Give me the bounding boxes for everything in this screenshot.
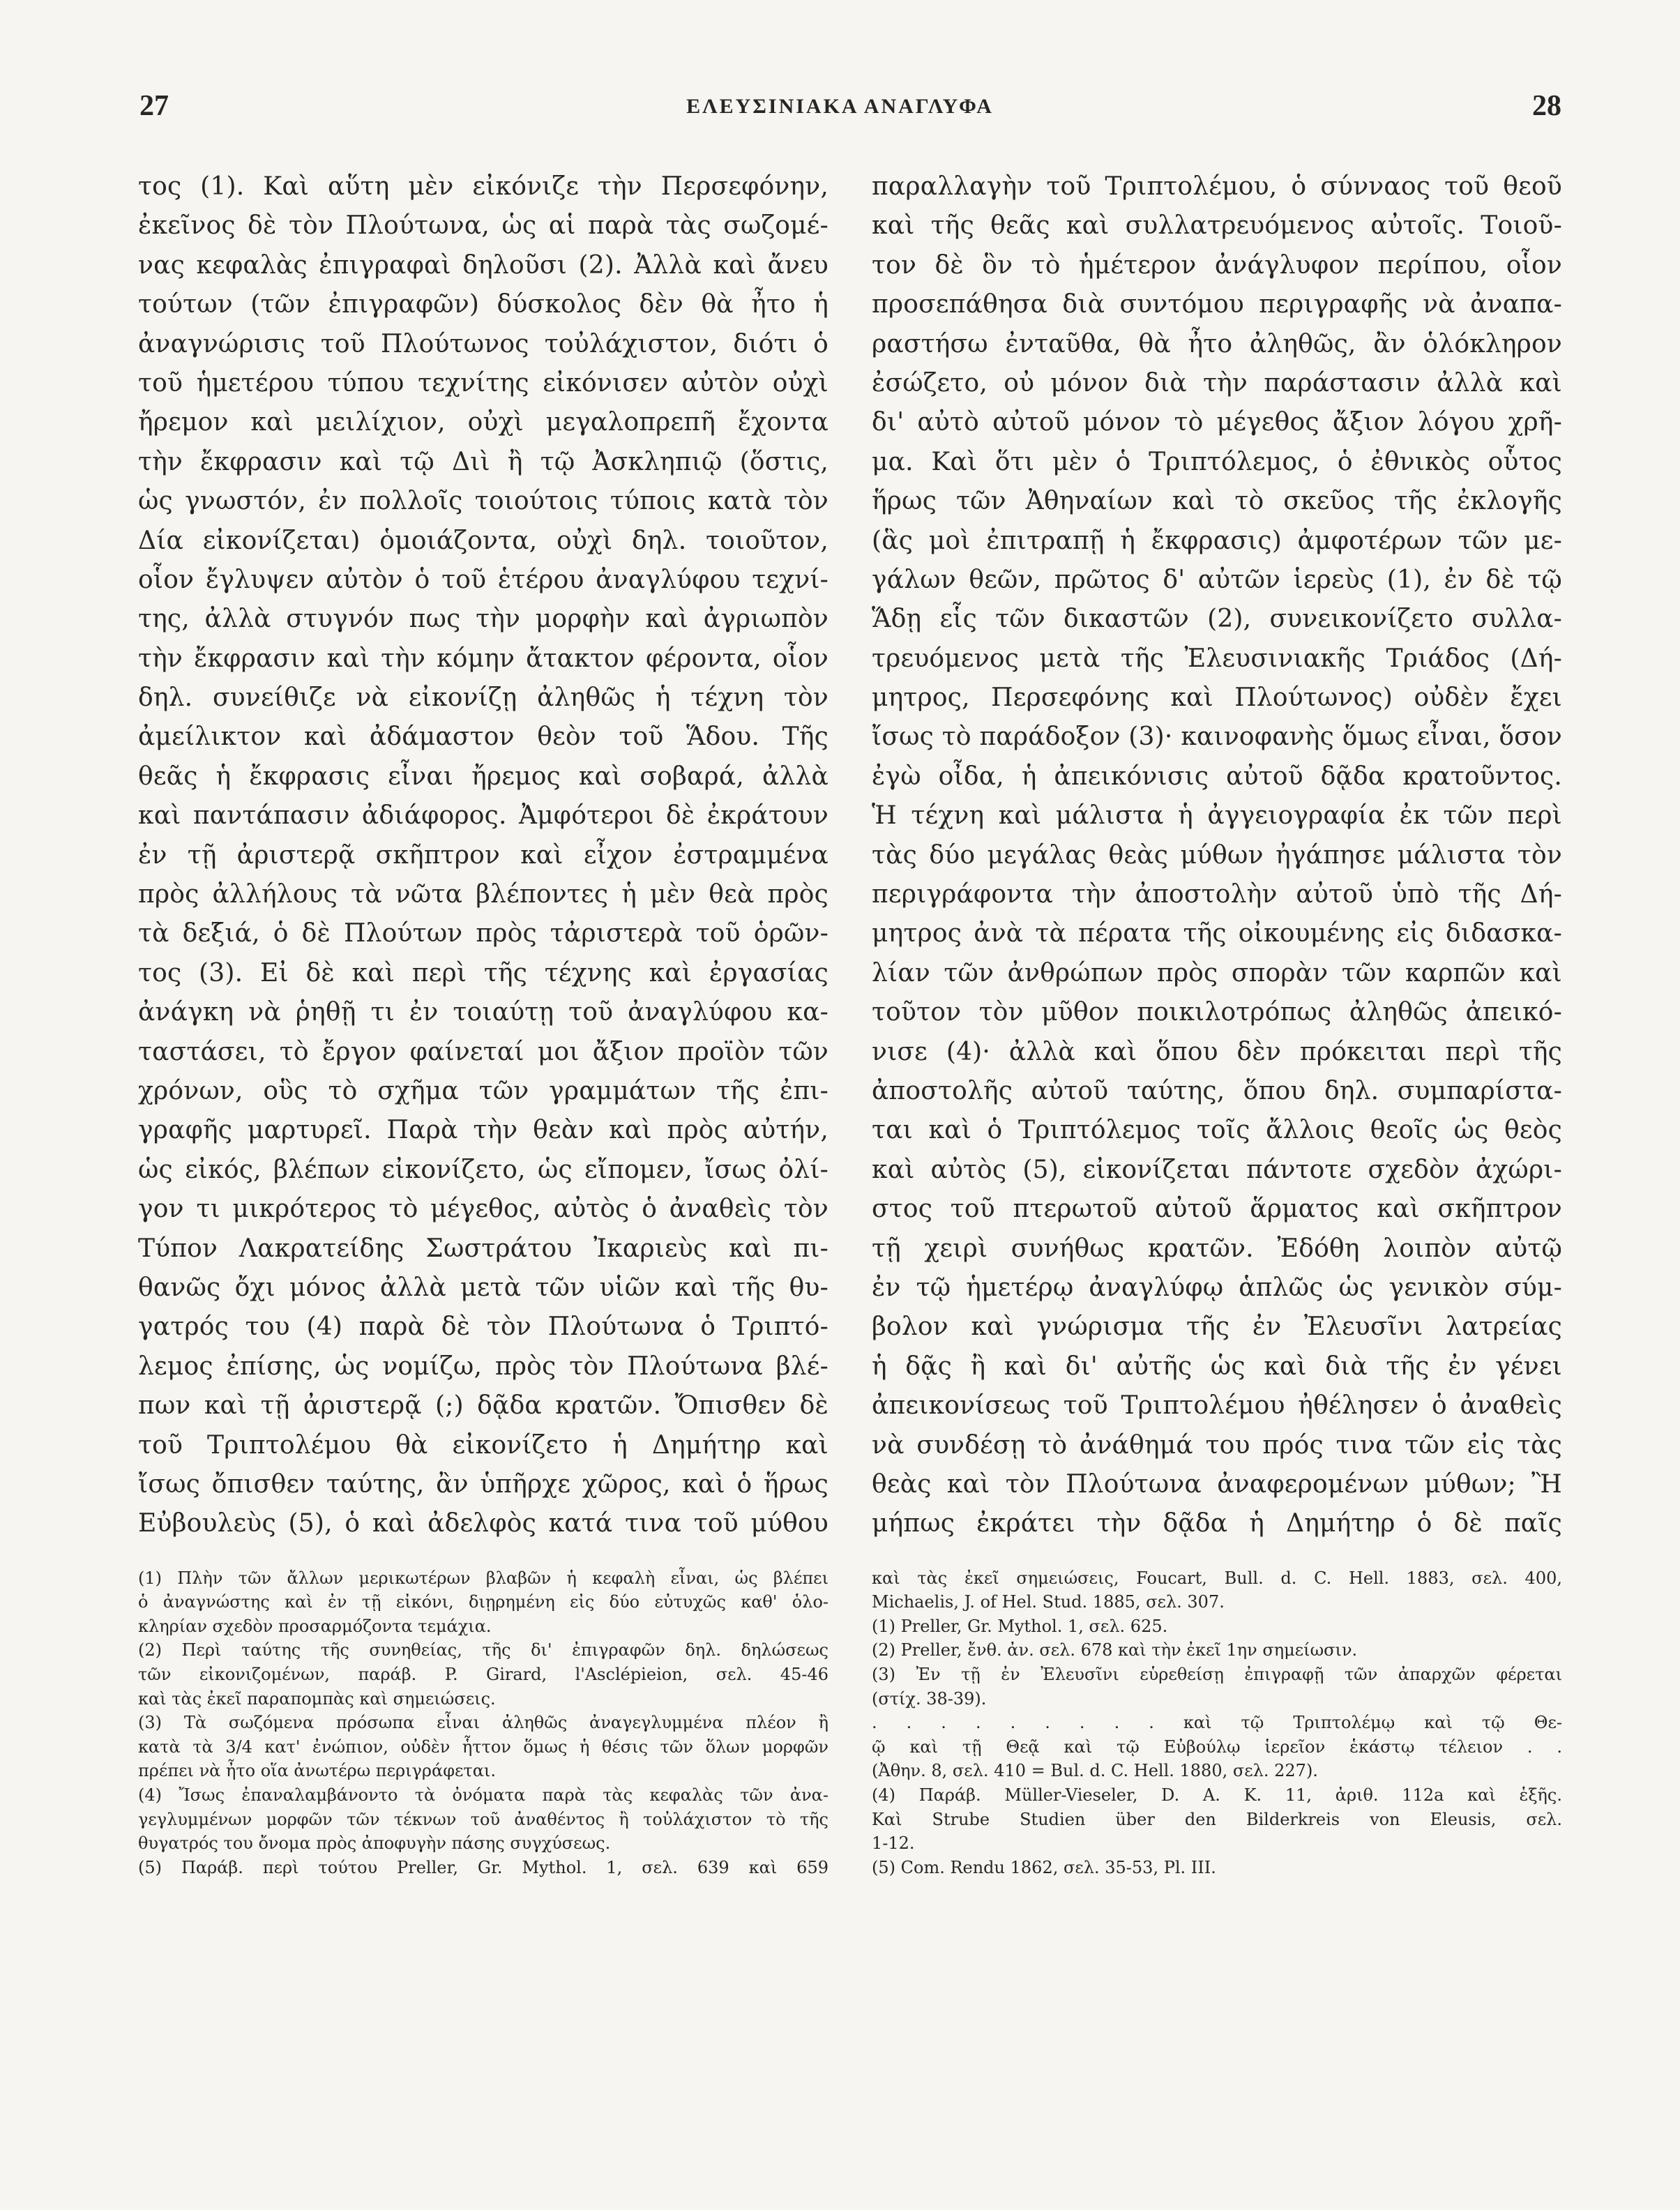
text-line: τος (1). Καὶ αὕτη μὲν εἰκόνιζε τὴν Περσεφόνην, [138, 172, 828, 201]
text-line: νισε (4)· ἀλλὰ καὶ ὅπου δὲν πρόκειται περὶ τῆς [872, 1037, 1562, 1066]
right-column [872, 167, 1562, 1879]
footnote-line: (2) Περὶ ταύτης τῆς συνηθείας, τῆς δι' ἐπιγραφῶν δηλ. δηλώσεως [138, 1640, 828, 1660]
text-line: πρὸς ἀλλήλους τὰ νῶτα βλέποντες ἡ μὲν θεὰ πρὸς [138, 880, 828, 909]
text-line: τὴν ἔκφρασιν καὶ τὴν κόμην ἄτακτον φέροντα, οἷον [138, 644, 828, 673]
text-line: καὶ τῆς θεᾶς καὶ συλλατρευόμενος αὐτοῖς. Τοιοῦ- [872, 211, 1562, 241]
text-line: Ἡ τέχνη καὶ μάλιστα ἡ ἀγγειογραφία ἐκ τῶν περὶ [872, 801, 1562, 831]
text-line: Ἅδῃ εἷς τῶν δικαστῶν (2), συνεικονίζετο συλλα- [872, 605, 1562, 634]
text-line: ἐκεῖνος δὲ τὸν Πλούτωνα, ὡς αἱ παρὰ τὰς σωζομέ- [138, 211, 828, 241]
text-line: ἐσώζετο, οὐ μόνον διὰ τὴν παράστασιν ἀλλὰ καὶ [872, 368, 1562, 398]
text-line: θεὰς καὶ τὸν Πλούτωνα ἀναφερομένων μύθων; Ἢ [872, 1469, 1562, 1499]
footnote-line: (3) Ἐν τῇ ἐν Ἐλευσῖνι εὑρεθείσῃ ἐπιγραφῇ τῶν ἀπαρχῶν φέρεται [872, 1665, 1562, 1685]
footnote-line: ὁ ἀναγνώστης καὶ ἐν τῇ εἰκόνι, διῃρημένη εἰς δύο εὐτυχῶς καθ' ὁλο- [138, 1592, 828, 1612]
page-number-left: 27 [139, 90, 169, 122]
text-line: γάλων θεῶν, πρῶτος δ' αὐτῶν ἱερεὺς (1), ἐν δὲ τῷ [872, 565, 1562, 594]
right-footnotes [872, 1566, 1562, 1880]
text-line: ἡ δᾷς ἢ καὶ δι' αὐτῆς ὡς καὶ διὰ τῆς ἐν γένει [872, 1352, 1562, 1381]
footnote-line: πρέπει νὰ ἦτο οἵα ἀνωτέρω περιγράφεται. [138, 1761, 496, 1781]
footnote-line: κατὰ τὰ 3/4 κατ' ἐνώπιον, οὐδὲν ἧττον ὅμως ἡ θέσις τῶν ὅλων μορφῶν [138, 1736, 828, 1757]
text-line: ἐν τῇ ἀριστερᾷ σκῆπτρον καὶ εἶχον ἐστραμμένα [138, 840, 828, 870]
text-line: δι' αὐτὸ αὐτοῦ μόνον τὸ μέγεθος ἄξιον λόγου χρῆ- [872, 408, 1562, 437]
text-line: παραλλαγὴν τοῦ Τριπτολέμου, ὁ σύνναος τοῦ θεοῦ [872, 172, 1562, 201]
text-line: Δία εἰκονίζεται) ὁμοιάζοντα, οὐχὶ δηλ. τοιοῦτον, [138, 526, 828, 555]
text-line: Εὐβουλεὺς (5), ὁ καὶ ἀδελφὸς κατά τινα τοῦ μύθου [138, 1509, 828, 1538]
text-line: λεμος ἐπίσης, ὡς νομίζω, πρὸς τὸν Πλούτωνα βλέ- [138, 1352, 828, 1381]
footnote-line: ῷ καὶ τῇ Θεᾷ καὶ τῷ Εὐβούλῳ ἱερεῖον ἑκάστῳ τέλειον . . [872, 1736, 1562, 1757]
text-line: ἥρως τῶν Ἀθηναίων καὶ τὸ σκεῦος τῆς ἐκλογῆς [872, 487, 1562, 516]
text-line: τοῦ Τριπτολέμου θὰ εἰκονίζετο ἡ Δημήτηρ καὶ [138, 1430, 828, 1460]
left-body-text [138, 167, 828, 1544]
footnote-line: (4) Παράβ. Müller-Vieseler, D. A. K. 11, ἀριθ. 112a καὶ ἑξῆς. [872, 1785, 1562, 1806]
footnote-line: (4) Ἴσως ἐπαναλαμβάνοντο τὰ ὀνόματα παρὰ τὰς κεφαλὰς τῶν ἀνα- [138, 1785, 828, 1806]
text-line: ται καὶ ὁ Τριπτόλεμος τοῖς ἄλλοις θεοῖς ὡς θεὸς [872, 1116, 1562, 1145]
left-footnotes [138, 1566, 828, 1880]
running-title: ΕΛΕΥΣΙΝΙΑΚΑ ΑΝΑΓΛΥΦΑ [686, 95, 994, 118]
text-line: τὰ δεξιά, ὁ δὲ Πλούτων πρὸς τἀριστερὰ τοῦ ὁρῶν- [138, 919, 828, 948]
text-line: πων καὶ τῇ ἀριστερᾷ (;) δᾷδα κρατῶν. Ὄπισθεν δὲ [138, 1391, 828, 1421]
text-line: ἐν τῷ ἡμετέρῳ ἀναγλύφῳ ἁπλῶς ὡς γενικὸν σύμ- [872, 1273, 1562, 1302]
text-line: γραφῆς μαρτυρεῖ. Παρὰ τὴν θεὰν καὶ πρὸς αὐτήν, [138, 1116, 828, 1145]
text-line: ἀμείλικτον καὶ ἀδάμαστον θεὸν τοῦ Ἅδου. Τῆς [138, 722, 828, 752]
text-line: ἤρεμον καὶ μειλίχιον, οὐχὶ μεγαλοπρεπῆ ἔχοντα [138, 408, 828, 437]
text-line: καὶ παντάπασιν ἀδιάφορος. Ἀμφότεροι δὲ ἐκράτουν [138, 801, 828, 831]
right-body-text [872, 167, 1562, 1544]
text-line: της, ἀλλὰ στυγνόν πως τὴν μορφὴν καὶ ἀγριωπὸν [138, 605, 828, 634]
footnote-line: (1) Preller, Gr. Mythol. 1, σελ. 625. [872, 1616, 1168, 1636]
text-line: γατρός του (4) παρὰ δὲ τὸν Πλούτωνα ὁ Τριπτό- [138, 1312, 828, 1342]
text-line: τὴν ἔκφρασιν καὶ τῷ Διὶ ἢ τῷ Ἀσκληπιῷ (ὅστις, [138, 447, 828, 476]
text-line: μήπως ἐκράτει τὴν δᾷδα ἡ Δημήτηρ ὁ δὲ παῖς [872, 1509, 1562, 1538]
text-line: ἐγὼ οἶδα, ἡ ἀπεικόνισις αὐτοῦ δᾷδα κρατοῦντος. [872, 762, 1562, 791]
text-line: στος τοῦ πτερωτοῦ αὐτοῦ ἅρματος καὶ σκῆπτρον [872, 1195, 1562, 1224]
text-line: γον τι μικρότερος τὸ μέγεθος, αὐτὸς ὁ ἀναθεὶς τὸν [138, 1195, 828, 1224]
text-line: μητρος ἀνὰ τὰ πέρατα τῆς οἰκουμένης εἰς διδασκα- [872, 919, 1562, 948]
footnote-line: (5) Com. Rendu 1862, σελ. 35-53, Pl. III. [872, 1857, 1216, 1877]
page-number-right: 28 [1532, 90, 1561, 122]
text-line: τρευόμενος μετὰ τῆς Ἐλευσινιακῆς Τριάδος (Δή- [872, 644, 1562, 673]
text-line: δηλ. συνείθιζε νὰ εἰκονίζῃ ἀληθῶς ἡ τέχνη τὸν [138, 683, 828, 713]
running-header [119, 89, 1561, 138]
footnote-line: Καὶ Strube Studien über den Bilderkreis von Eleusis, σελ. [872, 1809, 1562, 1829]
footnote-line: καὶ τὰς ἐκεῖ παραπομπὰς καὶ σημειώσεις. [138, 1688, 496, 1709]
text-line: ὡς γνωστόν, ἐν πολλοῖς τοιούτοις τύποις κατὰ τὸν [138, 487, 828, 516]
text-line: τοῦ ἡμετέρου τύπου τεχνίτης εἰκόνισεν αὐτὸν οὐχὶ [138, 368, 828, 398]
footnote-line: καὶ τὰς ἐκεῖ σημειώσεις, Foucart, Bull. d. C. Hell. 1883, σελ. 400, [872, 1568, 1562, 1588]
text-line: τον δὲ ὃν τὸ ἡμέτερον ἀνάγλυφον περίπου, οἷον [872, 250, 1562, 280]
text-line: θεᾶς ἡ ἔκφρασις εἶναι ἤρεμος καὶ σοβαρά, ἀλλὰ [138, 762, 828, 791]
text-line: τὰς δύο μεγάλας θεὰς μύθων ἠγάπησε μάλιστα τὸν [872, 840, 1562, 870]
text-line: τος (3). Εἰ δὲ καὶ περὶ τῆς τέχνης καὶ ἐργασίας [138, 958, 828, 987]
text-line: ὡς εἰκός, βλέπων εἰκονίζετο, ὡς εἴπομεν, ἴσως ὀλί- [138, 1155, 828, 1184]
text-line: καὶ αὐτὸς (5), εἰκονίζεται πάντοτε σχεδὸν ἀχώρι- [872, 1155, 1562, 1184]
text-line: ἀπεικονίσεως τοῦ Τριπτολέμου ἠθέλησεν ὁ ἀναθεὶς [872, 1391, 1562, 1421]
text-line: ταστάσει, τὸ ἔργον φαίνεταί μοι ἄξιον προϊὸν τῶν [138, 1037, 828, 1066]
text-line: ἀναγνώρισις τοῦ Πλούτωνος τοὐλάχιστον, διότι ὁ [138, 329, 828, 358]
text-line: Τύπον Λακρατείδης Σωστράτου Ἰκαριεὺς καὶ πι- [138, 1234, 828, 1263]
footnote-line: κληρίαν σχεδὸν προσαρμόζοντα τεμάχια. [138, 1616, 492, 1636]
text-line: τῇ χειρὶ συνήθως κρατῶν. Ἐδόθη λοιπὸν αὐτῷ [872, 1234, 1562, 1263]
left-column [138, 167, 828, 1879]
text-line: τοῦτον τὸν μῦθον ποικιλοτρόπως ἀληθῶς ἀπεικό- [872, 998, 1562, 1027]
text-line: προσεπάθησα διὰ συντόμου περιγραφῆς νὰ ἀναπα- [872, 290, 1562, 319]
footnote-line: (1) Πλὴν τῶν ἄλλων μερικωτέρων βλαβῶν ἡ κεφαλὴ εἶναι, ὡς βλέπει [138, 1568, 828, 1588]
footnote-line: (5) Παράβ. περὶ τούτου Preller, Gr. Mythol. 1, σελ. 639 καὶ 659 [138, 1857, 828, 1877]
text-line: χρόνων, οὓς τὸ σχῆμα τῶν γραμμάτων τῆς ἐπι- [138, 1076, 828, 1105]
text-line: νας κεφαλὰς ἐπιγραφαὶ δηλοῦσι (2). Ἀλλὰ καὶ ἄνευ [138, 250, 828, 280]
text-line: λίαν τῶν ἀνθρώπων πρὸς σπορὰν τῶν καρπῶν καὶ [872, 958, 1562, 987]
footnote-line: 1-12. [872, 1833, 915, 1854]
footnote-line: (3) Τὰ σωζόμενα πρόσωπα εἶναι ἀληθῶς ἀναγεγλυμμένα πλέον ἢ [138, 1713, 828, 1733]
footnote-line: θυγατρός του ὄνομα πρὸς ἀποφυγὴν πάσης συγχύσεως. [138, 1833, 611, 1854]
text-line: ἴσως ὄπισθεν ταύτης, ἂν ὑπῆρχε χῶρος, καὶ ὁ ἥρως [138, 1469, 828, 1499]
text-line: μα. Καὶ ὅτι μὲν ὁ Τριπτόλεμος, ὁ ἐθνικὸς οὗτος [872, 447, 1562, 476]
text-line: ἴσως τὸ παράδοξον (3)· καινοφανὴς ὅμως εἶναι, ὅσον [872, 722, 1562, 752]
footnote-line: . . . . . . . . . καὶ τῷ Τριπτολέμῳ καὶ τῷ Θε- [872, 1713, 1562, 1733]
text-line: ἀποστολῆς αὐτοῦ ταύτης, ὅπου δηλ. συμπαρίστα- [872, 1076, 1562, 1105]
footnote-line: (Ἀθην. 8, σελ. 410 = Bul. d. C. Hell. 1880, σελ. 227). [872, 1761, 1318, 1781]
text-line: τούτων (τῶν ἐπιγραφῶν) δύσκολος δὲν θὰ ἦτο ἡ [138, 290, 828, 319]
text-line: νὰ συνδέσῃ τὸ ἀνάθημά του πρός τινα τῶν εἰς τὰς [872, 1430, 1562, 1460]
text-line: θανῶς ὄχι μόνος ἀλλὰ μετὰ τῶν υἱῶν καὶ τῆς θυ- [138, 1273, 828, 1302]
text-line: περιγράφοντα τὴν ἀποστολὴν αὐτοῦ ὑπὸ τῆς Δή- [872, 880, 1562, 909]
text-line: οἷον ἔγλυψεν αὐτὸν ὁ τοῦ ἑτέρου ἀναγλύφου τεχνί- [138, 565, 828, 594]
text-line: (ἃς μοὶ ἐπιτραπῇ ἡ ἔκφρασις) ἀμφοτέρων τῶν με- [872, 526, 1562, 555]
text-line: ραστήσω ἐνταῦθα, θὰ ἦτο ἀληθῶς, ἂν ὁλόκληρον [872, 329, 1562, 358]
footnote-line: (στίχ. 38-39). [872, 1688, 987, 1709]
text-line: ἀνάγκη νὰ ῥηθῇ τι ἐν τοιαύτῃ τοῦ ἀναγλύφου κα- [138, 998, 828, 1027]
text-line: βολον καὶ γνώρισμα τῆς ἐν Ἐλευσῖνι λατρείας [872, 1312, 1562, 1342]
footnote-line: τῶν εἰκονιζομένων, παράβ. P. Girard, l'Asclépieion, σελ. 45-46 [138, 1665, 828, 1685]
text-line: μητρος, Περσεφόνης καὶ Πλούτωνος) οὐδὲν ἔχει [872, 683, 1562, 713]
footnote-line: Michaelis, J. of Hel. Stud. 1885, σελ. 307. [872, 1592, 1225, 1612]
footnote-line: (2) Preller, ἔνθ. ἀν. σελ. 678 καὶ τὴν ἐκεῖ 1ην σημείωσιν. [872, 1640, 1358, 1660]
footnote-line: γεγλυμμένων μορφῶν τῶν τέκνων τοῦ ἀναθέντος ἢ τοὐλάχιστον τὸ τῆς [138, 1809, 828, 1829]
